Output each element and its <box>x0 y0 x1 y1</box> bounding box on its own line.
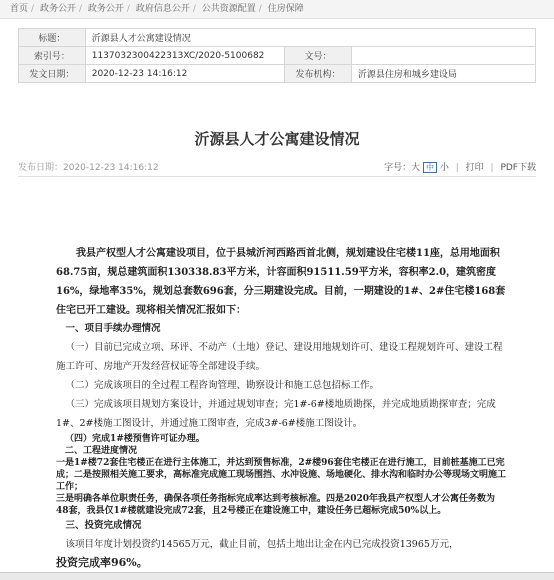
meta-org-value: 沂源县住房和城乡建设局 <box>351 65 535 83</box>
font-size-small[interactable]: 小 <box>439 163 449 173</box>
font-size-large[interactable]: 字号：大 <box>384 163 421 173</box>
article-info-bar <box>18 158 536 177</box>
section3-para-2: 投资完成率96%。 <box>56 556 148 569</box>
section-heading-3: 三、投资完成情况 <box>65 520 142 531</box>
section2-para-1: 一是1#楼72套住宅楼正在进行主体施工，并达到预售标准，2#楼96套住宅楼正在进行施工，目前桩基施工已完成；二是按照相关施工要求，高标准完成施工现场围挡、水冲设施、场地硬化、排水沟和临时办公等现场文明施工工作； <box>56 458 507 492</box>
section1-item-2: （二）完成该项目的全过程工程咨询管理、勘察设计和施工总包招标工作。 <box>65 380 380 391</box>
document-meta-table <box>18 28 536 83</box>
section1-item-3: （三）完成该项目规划方案设计，并通过规划审查；完1#-6#楼地质勘探，并完成地质勘探审查；完成1#、2#楼施工图设计，并通过施工图审查，完成3#-6#楼施工图设计。 <box>56 399 496 429</box>
article-tools: 字号：大 中 小 | 打印 | PDF下载 <box>384 163 536 173</box>
meta-docno-value <box>351 47 535 65</box>
breadcrumb-housing[interactable]: 住房保障 <box>267 4 304 14</box>
breadcrumb-home[interactable]: 首页 <box>10 4 29 14</box>
meta-date-label: 发文日期： <box>19 65 86 83</box>
section1-item-4: （四）完成1#楼预售许可证办理。 <box>65 434 205 444</box>
section-heading-2: 二、工程进度情况 <box>65 446 138 456</box>
article-title: 沂源县人才公寓建设情况 <box>194 130 360 148</box>
intro-paragraph: 我县产权型人才公寓建设项目，位于县城沂河西路西首北侧，规划建设住宅楼11座，总用地面积68.75亩，规总建筑面积130338.83平方米，计容面积91511.59平方米，容积率2.0，建筑密度16%，绿地率35%，规划总套数696套，分三期建设完成。目前，一期建设的1#、2#住宅楼168套住宅已开工建设。现将相关情况汇报如下： <box>56 248 506 316</box>
font-size-medium[interactable]: 中 <box>423 162 437 173</box>
breadcrumb: 首页 / 政务公开 / 政务公开 / 政府信息公开 / 公共资源配置 / 住房保障 <box>0 0 554 19</box>
meta-date-value: 2020-12-23 14:16:12 <box>85 65 284 83</box>
breadcrumb-gov-open[interactable]: 政务公开 <box>39 4 76 14</box>
section3-para-1: 该项目年度计划投资约14565万元，截止目前，包括土地出让金在内已完成投资13965万元， <box>65 539 459 550</box>
section-heading-1: 一、项目手续办理情况 <box>65 323 161 334</box>
meta-index-label: 索引号： <box>19 47 86 65</box>
section2-para-2: 三是明确各单位职责任务，确保各项任务指标完成率达到考核标准。四是2020年我县产权型人才公寓任务数为48套，我县仅1#楼就建设完成72套，且2号楼正在建设施工中，建设任务已超标完成50%以上。 <box>56 494 496 516</box>
article-body <box>56 244 506 570</box>
meta-title-value: 沂源县人才公寓建设情况 <box>85 29 535 47</box>
breadcrumb-gov-info[interactable]: 政府信息公开 <box>135 4 190 14</box>
meta-index-value: 1137032300422313XC/2020-5100682 <box>85 47 284 65</box>
print-link[interactable]: 打印 <box>465 163 484 173</box>
meta-title-label: 标题： <box>19 29 86 47</box>
breadcrumb-public-resources[interactable]: 公共资源配置 <box>201 4 256 14</box>
section1-item-1: （一）目前已完成立项、环评、不动产（土地）登记、建设用地规划许可、建设工程规划许可、建设工程施工许可、房地产开发经营权证等全部建设手续。 <box>56 342 503 372</box>
publish-date: 发布日期：2020-12-23 14:16:12 <box>18 163 159 173</box>
meta-docno-label: 文号： <box>285 47 352 65</box>
breadcrumb-gov-open-2[interactable]: 政务公开 <box>87 4 124 14</box>
meta-org-label: 发布机构： <box>285 65 352 83</box>
pdf-download-link[interactable]: PDF下载 <box>500 163 536 173</box>
